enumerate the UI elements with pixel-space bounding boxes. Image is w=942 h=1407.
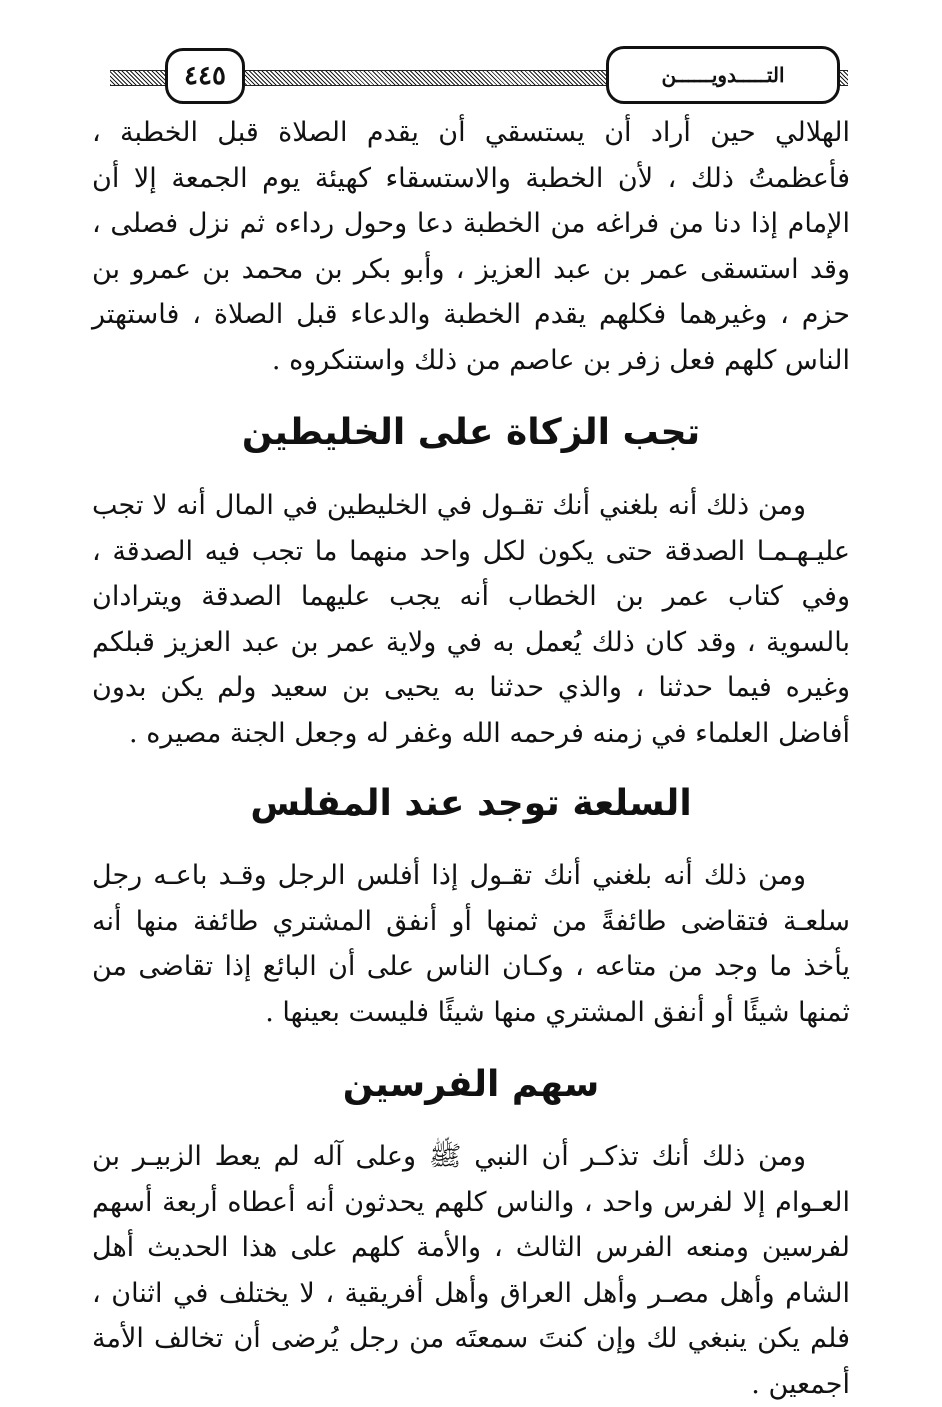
- page-header: [110, 42, 848, 100]
- paragraph-1: الهلالي حين أراد أن يستسقي أن يقدم الصلاة قبل الخطبة ، فأعظمتُ ذلك ، لأن الخطبة والاستسقاء كهيئة يوم الجمعة إلا أن الإمام إذا دنا من فراغه من الخطبة دعا وحول رداءه ثم نزل فصلى ، وقد استسقى عمر بن عبد العزيز ، وأبو بكر بن محمد بن عمرو بن حزم ، وغيرهما فكلهم يقدم الخطبة والدعاء قبل الصلاة ، فاستهتر الناس كلهم فعل زفر بن عاصم من ذلك واستنكروه .: [92, 117, 850, 376]
- section-heading-bankrupt: السلعة توجد عند المفلس: [250, 783, 692, 824]
- page-body: [92, 110, 850, 1407]
- section-heading-zakat: تجب الزكاة على الخليطين: [241, 412, 701, 453]
- running-title: التـــــدويــــــن: [606, 46, 840, 104]
- paragraph-2: ومن ذلك أنه بلغني أنك تقـول في الخليطين في المال أنه لا تجب عليـهـمـا الصدقة حتى يكون لكل واحد منهما ما تجب فيه الصدقة ، وفي كتاب عمر بن الخطاب أنه يجب عليهما الصدقة ويترادان بالسوية ، وقد كان ذلك يُعمل به في ولاية عمر بن عبد العزيز قبلكم وغيره فيما حدثنا ، والذي حدثنا به يحيى بن سعيد ولم يكن بدون أفاضل العلماء في زمنه فرحمه الله وغفر له وجعل الجنة مصيره .: [92, 490, 850, 749]
- paragraph-3: ومن ذلك أنه بلغني أنك تقـول إذا أفلس الرجل وقـد باعـه رجل سلعـة فتقاضى طائفةً من ثمنها أو أنفق المشتري طائفة منها أنه يأخذ ما وجد من متاعه ، وكـان الناس على أن البائع إذا تقاضى من ثمنها شيئًا أو أنفق المشتري منها شيئًا فليست بعينها .: [92, 860, 850, 1028]
- page-number: ٤٤٥: [165, 48, 245, 104]
- section-heading-two-horses: سهم الفرسين: [342, 1064, 600, 1105]
- paragraph-4: ومن ذلك أنك تذكـر أن النبي ﷺ وعلى آله لم يعط الزبيـر بن العـوام إلا لفرس واحد ، والناس كلهم يحدثون أنه أعطاه أربعة أسهم لفرسين ومنعه الفرس الثالث ، والأمة كلهم على هذا الحديث أهل الشام وأهل مصـر وأهل العراق وأهل أفريقية ، لا يختلف في اثنان ، فلم يكن ينبغي لك وإن كنتَ سمعتَه من رجل يُرضى أن تخالف الأمة أجمعين .: [92, 1141, 850, 1400]
